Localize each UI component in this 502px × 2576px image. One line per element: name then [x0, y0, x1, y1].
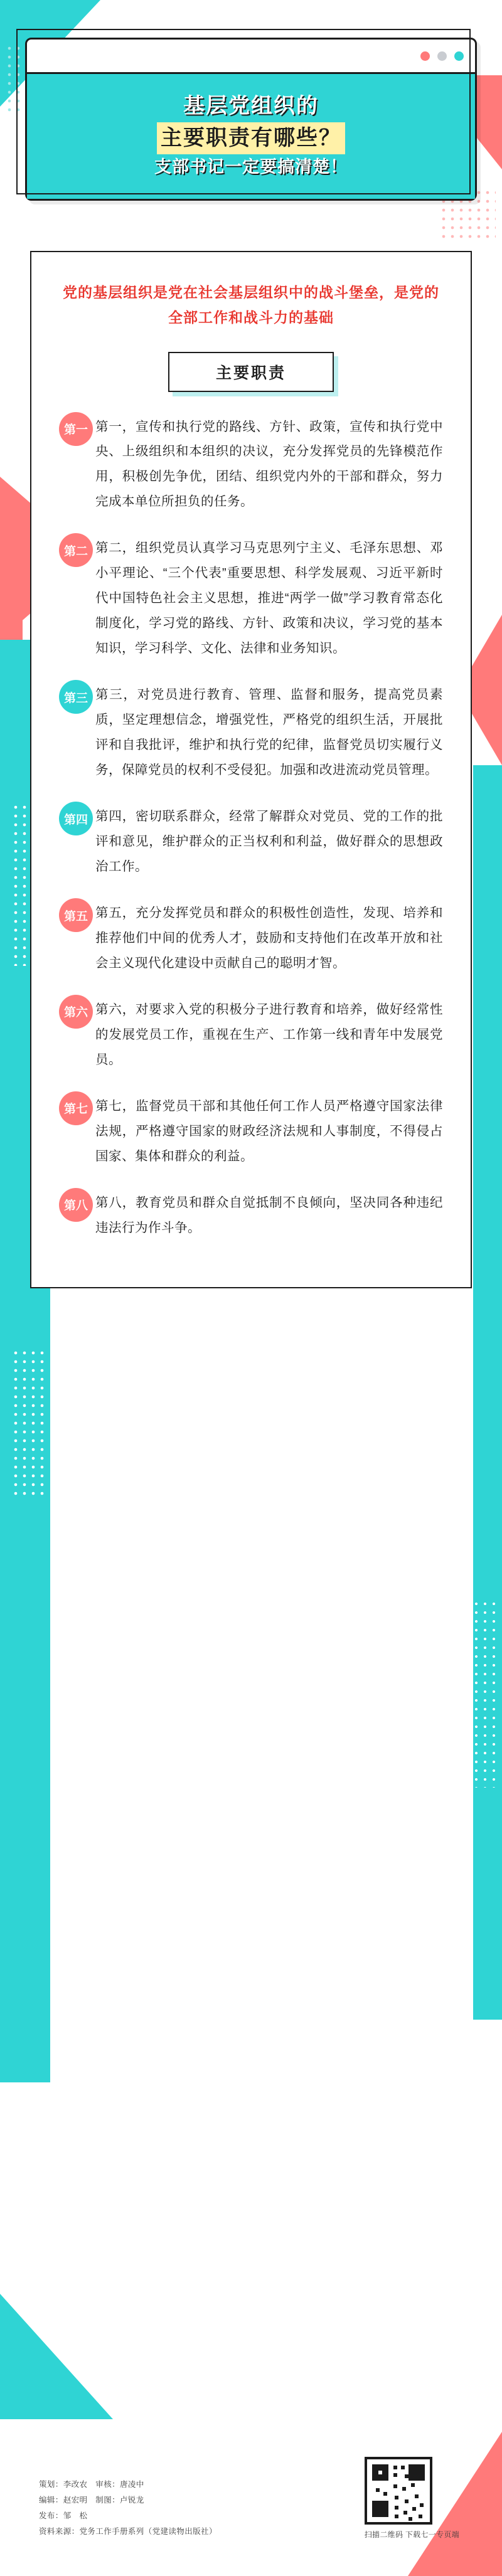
item-badge-5: 第五	[59, 898, 93, 932]
dot-pattern-left-lower	[11, 1349, 49, 1499]
list-item	[59, 1190, 443, 1241]
item-badge-7: 第七	[59, 1091, 93, 1125]
item-text-3: 第三，对党员进行教育、管理、监督和服务，提高党员素质，坚定理想信念，增强党性，严格党的组织生活，开展批评和自我批评，维护和执行党的纪律，监督党员切实履行义务，保障党员的权利不受侵犯。加强和改进流动党员管理。	[95, 687, 443, 778]
title-line-1: 基层党组织的	[183, 94, 319, 118]
item-text-6: 第六，对要求入党的积极分子进行教育和培养，做好经常性的发展党员工作，重视在生产、工作第一线和青年中发展党员。	[95, 1002, 443, 1067]
content-card	[30, 251, 472, 1288]
item-text-1: 第一，宣传和执行党的路线、方针、政策，宣传和执行党中央、上级组织和本组织的决议，充分发挥党员的先锋模范作用，积极创先争优，团结、组织党内外的干部和群众，努力完成本单位所担负的任务。	[95, 419, 443, 509]
browser-titlebar	[27, 40, 475, 74]
list-item	[59, 536, 443, 661]
window-dot-teal-icon[interactable]	[454, 51, 464, 61]
item-text-5: 第五，充分发挥党员和群众的积极性创造性，发现、培养和推荐他们中间的优秀人才，鼓励和支持他们在改革开放和社会主义现代化建设中贡献自己的聪明才智。	[95, 906, 443, 970]
title-line-3: 支部书记一定要搞清楚！	[154, 157, 348, 176]
item-badge-6: 第六	[59, 995, 93, 1029]
item-badge-8: 第八	[59, 1188, 93, 1222]
poster-title-block	[27, 74, 475, 199]
item-text-2: 第二，组织党员认真学习马克思列宁主义、毛泽东思想、邓小平理论、“三个代表”重要思想、科学发展观、习近平新时代中国特色社会主义思想，推进“两学一做”学习教育常态化制度化，学习党的路线、方针、政策和决议，学习党的基本知识，学习科学、文化、法律和业务知识。	[95, 541, 443, 656]
window-dot-red-icon[interactable]	[420, 51, 430, 61]
credit-line-3: 发布：邹 松	[39, 2511, 88, 2520]
list-item	[59, 804, 443, 879]
title-line-2-highlight: 主要职责有哪些？	[157, 122, 345, 154]
credits-block	[39, 2477, 217, 2540]
item-text-4: 第四，密切联系群众，经常了解群众对党员、党的工作的批评和意见，维护群众的正当权利和利益，做好群众的思想政治工作。	[95, 809, 443, 874]
item-badge-3: 第三	[59, 680, 93, 714]
item-text-8: 第八，教育党员和群众自觉抵制不良倾向，坚决同各种违纪违法行为作斗争。	[95, 1195, 443, 1235]
qr-block	[365, 2457, 459, 2540]
lead-paragraph: 党的基层组织是党在社会基层组织中的战斗堡垒，是党的全部工作和战斗力的基础	[63, 284, 439, 326]
dot-pattern-right	[472, 1599, 497, 1788]
title-line-2	[38, 122, 464, 154]
qr-code-icon[interactable]	[365, 2457, 432, 2525]
band-right-shape	[473, 765, 502, 2020]
credit-line-2: 编辑：赵宏明 制图：卢锐龙	[39, 2496, 144, 2504]
item-text-7: 第七，监督党员干部和其他任何工作人员严格遵守国家法律法规，严格遵守国家的财政经济法规和人事制度，不得侵占国家、集体和群众的利益。	[95, 1098, 443, 1163]
qr-caption: 扫描二维码 下载七一专页端	[364, 2530, 459, 2539]
item-badge-4: 第四	[59, 802, 93, 835]
triangle-bottom-left-shape	[0, 2294, 113, 2419]
list-item	[59, 997, 443, 1073]
list-item	[59, 901, 443, 976]
credit-line-1: 策划：李改农 审核：唐凌中	[39, 2480, 144, 2489]
list-item	[59, 1094, 443, 1169]
item-badge-2: 第二	[59, 533, 93, 567]
band-left-accent-shape	[0, 552, 23, 646]
list-item	[59, 682, 443, 783]
window-dot-gray-icon[interactable]	[437, 51, 447, 61]
browser-window-mock	[25, 38, 477, 201]
list-item	[59, 415, 443, 515]
header-card	[25, 38, 477, 201]
item-badge-1: 第一	[59, 412, 93, 446]
footer	[30, 2457, 472, 2540]
section-title-badge: 主要职责	[168, 352, 334, 392]
credit-line-4: 资料来源：党务工作手册系列（党建读物出版社）	[39, 2527, 217, 2536]
